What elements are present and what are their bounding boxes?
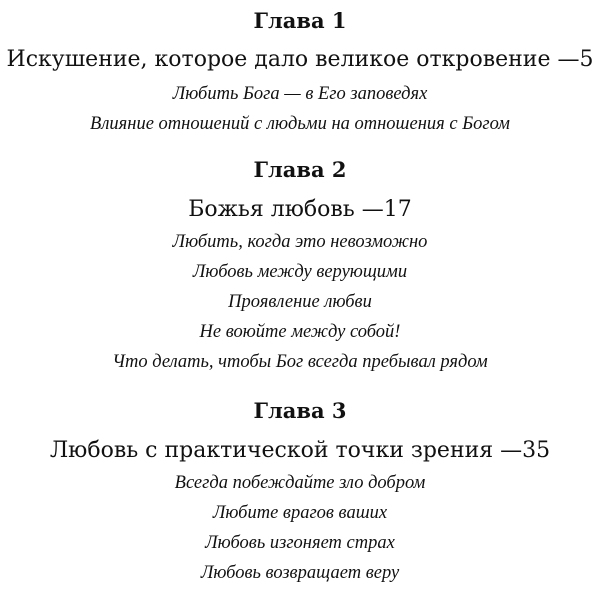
- chapter-3-subtopic-2: Любите врагов ваших: [212, 503, 388, 523]
- chapter-1-heading: Глава 1: [253, 8, 347, 33]
- chapter-2-subtopic-3: Проявление любви: [228, 292, 372, 312]
- chapter-2-heading: Глава 2: [253, 157, 347, 182]
- chapter-2-subtopic-2: Любовь между верующими: [192, 262, 408, 282]
- chapter-3-title: Любовь с практической точки зрения —35: [49, 438, 551, 463]
- chapter-1-subtopic-1: Любить Бога — в Его заповедях: [172, 84, 428, 104]
- chapter-1-subtopic-2: Влияние отношений с людьми на отношения с Богом: [90, 114, 510, 134]
- chapter-2-subtopic-5: Что делать, чтобы Бог всегда пребывал рядом: [112, 352, 488, 372]
- chapter-1-title: Искушение, которое дало великое откровение —5: [6, 47, 594, 72]
- chapter-3-heading: Глава 3: [253, 398, 347, 423]
- chapter-2-subtopic-4: Не воюйте между собой!: [199, 322, 401, 342]
- chapter-2-subtopic-1: Любить, когда это невозможно: [172, 232, 428, 252]
- chapter-3-subtopic-4: Любовь возвращает веру: [200, 563, 400, 583]
- chapter-3-subtopic-3: Любовь изгоняет страх: [205, 533, 395, 553]
- chapter-2-title: Божья любовь —17: [188, 197, 412, 222]
- chapter-3-subtopic-1: Всегда побеждайте зло добром: [174, 473, 426, 493]
